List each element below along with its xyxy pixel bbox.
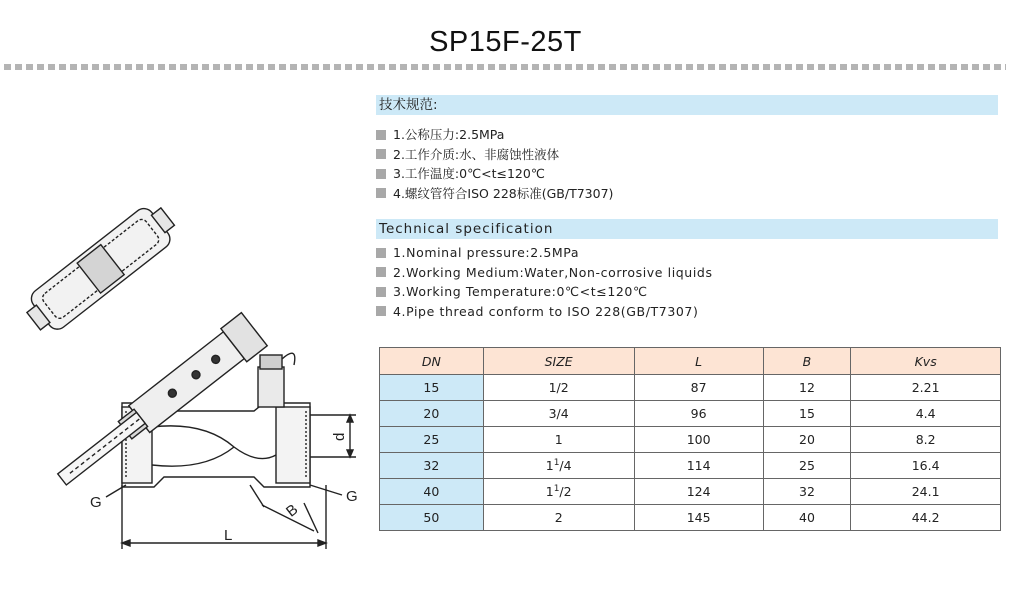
cell-b: 15 [763, 401, 851, 427]
cell-size: 1 [483, 427, 634, 453]
square-bullet-icon [376, 248, 386, 258]
cell-b: 25 [763, 453, 851, 479]
table-header-row [380, 348, 1001, 375]
cell-dn: 50 [380, 505, 484, 531]
cell-kvs: 16.4 [851, 453, 1001, 479]
cn-spec-list [376, 125, 613, 203]
cell-size [483, 479, 634, 505]
list-item: 1.公称压力:2.5MPa [376, 125, 613, 145]
size-whole: 1 [545, 484, 554, 499]
square-bullet-icon [376, 130, 386, 140]
cell-dn: 32 [380, 453, 484, 479]
list-item: 2.Working Medium:Water,Non-corrosive liquids [376, 263, 713, 283]
cell-l: 96 [634, 401, 763, 427]
col-header-dn: DN [380, 348, 484, 375]
cell-l: 114 [634, 453, 763, 479]
square-bullet-icon [376, 188, 386, 198]
cell-b: 32 [763, 479, 851, 505]
square-bullet-icon [376, 306, 386, 316]
col-header-size: SIZE [483, 348, 634, 375]
valve-diagram [14, 185, 366, 555]
cell-kvs: 2.21 [851, 375, 1001, 401]
cell-l: 100 [634, 427, 763, 453]
square-bullet-icon [376, 267, 386, 277]
cell-dn: 20 [380, 401, 484, 427]
table-row [380, 375, 1001, 401]
list-item: 3.Working Temperature:0℃<t≤120℃ [376, 282, 713, 302]
label-b: B [282, 501, 302, 521]
cell-kvs: 24.1 [851, 479, 1001, 505]
cell-l: 124 [634, 479, 763, 505]
dimension-table [379, 347, 1001, 531]
table-row [380, 453, 1001, 479]
square-bullet-icon [376, 169, 386, 179]
bonnet [129, 332, 244, 433]
en-spec-list [376, 243, 713, 321]
list-item: 3.工作温度:0℃<t≤120℃ [376, 164, 613, 184]
square-bullet-icon [376, 287, 386, 297]
table-row [380, 427, 1001, 453]
dashed-divider [4, 64, 1006, 70]
col-header-kvs: Kvs [851, 348, 1001, 375]
list-item: 4.Pipe thread conform to ISO 228(GB/T7307) [376, 302, 713, 322]
cell-kvs: 8.2 [851, 427, 1001, 453]
cell-dn: 25 [380, 427, 484, 453]
list-item: 1.Nominal pressure:2.5MPa [376, 243, 713, 263]
cell-kvs: 44.2 [851, 505, 1001, 531]
cell-b: 20 [763, 427, 851, 453]
cell-kvs: 4.4 [851, 401, 1001, 427]
label-g-left: G [90, 494, 102, 511]
cell-size: 2 [483, 505, 634, 531]
label-d: d [331, 432, 348, 441]
cell-dn: 40 [380, 479, 484, 505]
cell-dn: 15 [380, 375, 484, 401]
size-numerator: 1 [553, 457, 560, 468]
cell-l: 87 [634, 375, 763, 401]
cell-b: 12 [763, 375, 851, 401]
leader-g-left [106, 485, 126, 497]
cell-l: 145 [634, 505, 763, 531]
label-l: L [224, 527, 233, 544]
list-item: 2.工作介质:水、非腐蚀性液体 [376, 145, 613, 165]
cell-size: 1/2 [483, 375, 634, 401]
table-row [380, 479, 1001, 505]
right-thread-end [276, 407, 310, 483]
size-denominator: /2 [559, 484, 572, 499]
cell-b: 40 [763, 505, 851, 531]
table-row [380, 505, 1001, 531]
col-header-b: B [763, 348, 851, 375]
size-numerator: 1 [553, 483, 560, 494]
cn-spec-heading: 技术规范: [376, 95, 998, 115]
page-title: SP15F-25T [429, 26, 582, 58]
test-port [258, 367, 284, 407]
size-denominator: /4 [559, 458, 572, 473]
col-header-l: L [634, 348, 763, 375]
label-g-right: G [346, 488, 358, 505]
size-whole: 1 [545, 458, 554, 473]
table-row [380, 401, 1001, 427]
en-spec-heading: Technical specification [376, 219, 998, 239]
cell-size [483, 453, 634, 479]
square-bullet-icon [376, 149, 386, 159]
cell-size: 3/4 [483, 401, 634, 427]
list-item: 4.螺纹管符合ISO 228标准(GB/T7307) [376, 184, 613, 204]
